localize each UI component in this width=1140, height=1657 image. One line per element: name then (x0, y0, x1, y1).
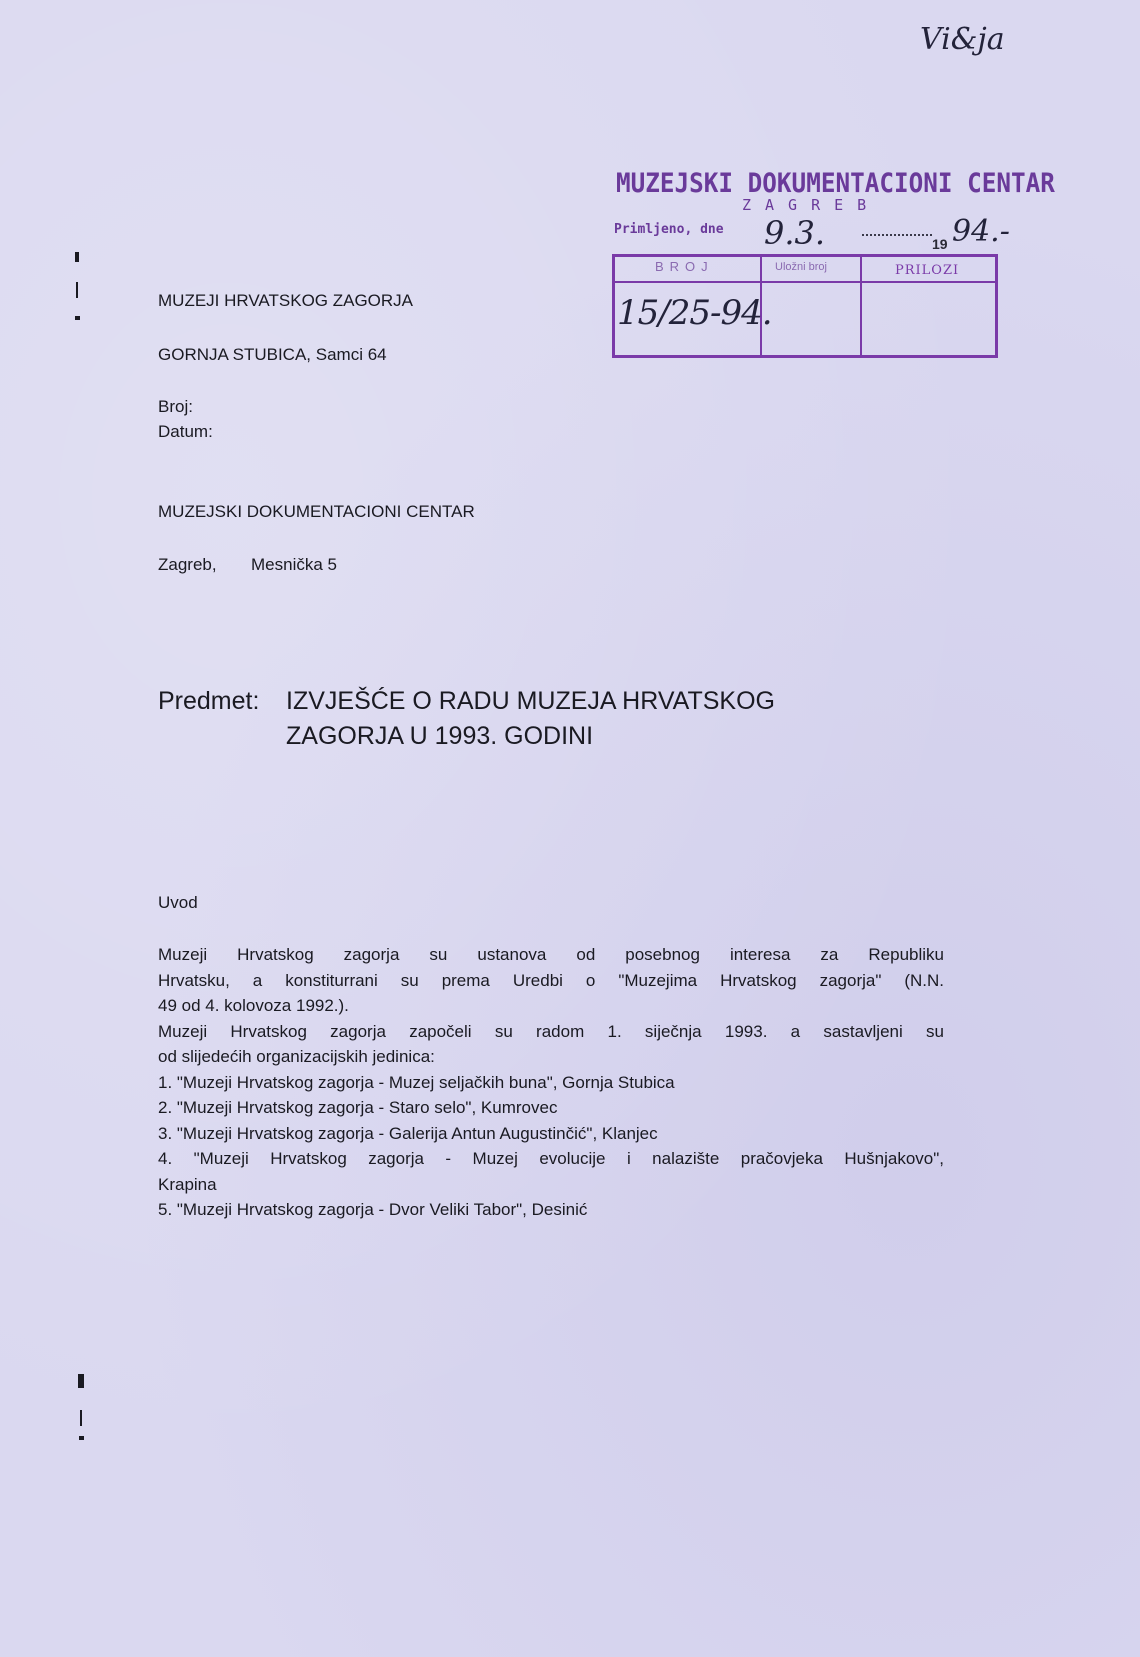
handwritten-note: Vi&ja (920, 22, 1005, 57)
list-item-continuation: Krapina (158, 1174, 217, 1194)
list-item: 2. "Muzeji Hrvatskog zagorja - Staro selo", Kumrovec (158, 1098, 558, 1117)
body-line: Hrvatsku, a konstiturrani su prema Uredbi o "Muzejima Hrvatskog zagorja" (N.N. (158, 970, 944, 990)
list-item: 5. "Muzeji Hrvatskog zagorja - Dvor Veliki Tabor", Desinić (158, 1200, 588, 1219)
section-heading: Uvod (158, 893, 198, 912)
margin-mark (80, 1410, 82, 1426)
stamp-table-header-line (615, 281, 995, 283)
datum-label: Datum: (158, 422, 213, 441)
sender-name: MUZEJI HRVATSKOG ZAGORJA (158, 291, 414, 310)
stamp-file-number: 15/25-94. (617, 293, 772, 333)
stamp-col-prilozi: PRILOZI (895, 263, 960, 278)
recipient-street: Mesnička 5 (251, 555, 337, 574)
stamp-table (612, 254, 998, 358)
margin-mark (78, 1374, 84, 1388)
sender-address: GORNJA STUBICA, Samci 64 (158, 345, 387, 364)
stamp-received-date: 9.3. (764, 214, 826, 252)
list-item: 4. "Muzeji Hrvatskog zagorja - Muzej evolucije i nalazište pračovjeka Hušnjakovo", (158, 1149, 944, 1168)
stamp-date-dotted-line (862, 234, 932, 236)
margin-mark (79, 1436, 84, 1440)
stamp-city: ZAGREB (742, 196, 881, 214)
list-item: 3. "Muzeji Hrvatskog zagorja - Galerija Antun Augustinčić", Klanjec (158, 1123, 658, 1143)
margin-mark (76, 282, 78, 298)
broj-label: Broj: (158, 397, 193, 416)
subject-label: Predmet: (158, 687, 260, 715)
recipient-name: MUZEJSKI DOKUMENTACIONI CENTAR (158, 502, 475, 521)
recipient-city: Zagreb, (158, 555, 217, 574)
stamp-year: 94.- (952, 214, 1010, 249)
stamp-table-divider (860, 257, 862, 355)
subject-line-2: ZAGORJA U 1993. GODINI (286, 722, 594, 750)
subject-line-1: IZVJEŠĆE O RADU MUZEJA HRVATSKOG (286, 687, 775, 715)
stamp-received-label: Primljeno, dne (614, 222, 724, 237)
body-line: Muzeji Hrvatskog zagorja započeli su radom 1. siječnja 1993. a sastavljeni su (158, 1021, 944, 1041)
body-text (158, 942, 944, 1223)
body-line: od slijedećih organizacijskih jedinica: (158, 1047, 435, 1066)
list-item: 1. "Muzeji Hrvatskog zagorja - Muzej seljačkih buna", Gornja Stubica (158, 1072, 675, 1092)
stamp-col-broj: BROJ (655, 259, 714, 274)
stamp-title: MUZEJSKI DOKUMENTACIONI CENTAR (616, 168, 1055, 199)
stamp-col-ulozni-broj: Uložni broj (775, 261, 827, 273)
margin-mark (75, 252, 79, 262)
body-line: 49 od 4. kolovoza 1992.). (158, 996, 349, 1015)
body-line: Muzeji Hrvatskog zagorja su ustanova od posebnog interesa za Republiku (158, 945, 944, 964)
stamp-year-prefix: 19 (932, 236, 948, 252)
margin-mark (75, 316, 80, 320)
